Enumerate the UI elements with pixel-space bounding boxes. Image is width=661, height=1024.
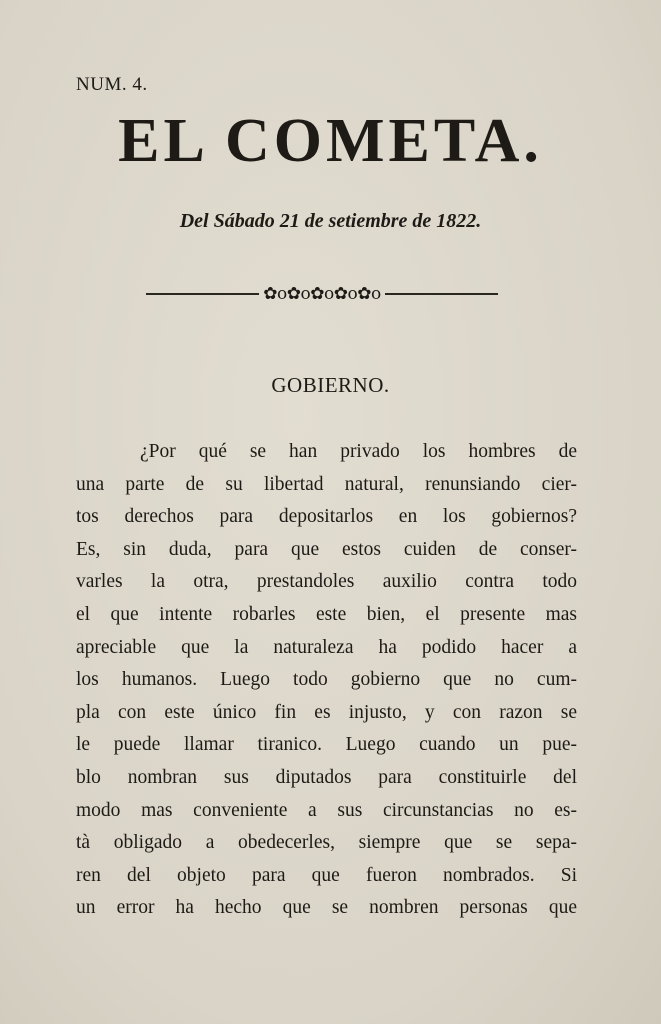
- flower-ornament-icon: ✿o✿o✿o✿o✿o: [263, 284, 381, 304]
- divider-rule-right: [385, 293, 498, 295]
- text-line: un error ha hecho que se nombren personas que: [76, 897, 577, 919]
- article-body: [76, 436, 577, 925]
- text-line: una parte de su libertad natural, renunsiando cier-: [76, 473, 577, 495]
- text-line: blo nombran sus diputados para constituirle del: [76, 766, 577, 788]
- text-line: el que intente robarles este bien, el presente mas: [76, 603, 577, 625]
- text-line: apreciable que la naturaleza ha podido hacer a: [76, 636, 577, 658]
- text-line: ¿Por qué se han privado los hombres de: [140, 441, 577, 462]
- text-line: pla con este único fin es injusto, y con razon se: [76, 701, 577, 723]
- text-line: modo mas conveniente a sus circunstancias no es-: [76, 799, 577, 821]
- masthead-title: EL COMETA.: [118, 107, 543, 175]
- issue-number: NUM. 4.: [76, 74, 148, 95]
- text-line: tà obligado a obedecerles, siempre que se sepa-: [76, 832, 577, 854]
- text-line: Es, sin duda, para que estos cuiden de conser-: [76, 538, 577, 560]
- divider-rule-left: [146, 293, 259, 295]
- text-line: varles la otra, prestandoles auxilio contra todo: [76, 571, 577, 593]
- ornamental-divider: [146, 280, 498, 308]
- text-line: le puede llamar tiranico. Luego cuando un pue-: [76, 734, 577, 756]
- section-heading: GOBIERNO.: [271, 373, 390, 397]
- text-line: tos derechos para depositarlos en los gobiernos?: [76, 506, 577, 528]
- text-line: ren del objeto para que fueron nombrados. Si: [76, 864, 577, 886]
- text-line: los humanos. Luego todo gobierno que no cum-: [76, 669, 577, 691]
- dateline: Del Sábado 21 de setiembre de 1822.: [179, 210, 482, 232]
